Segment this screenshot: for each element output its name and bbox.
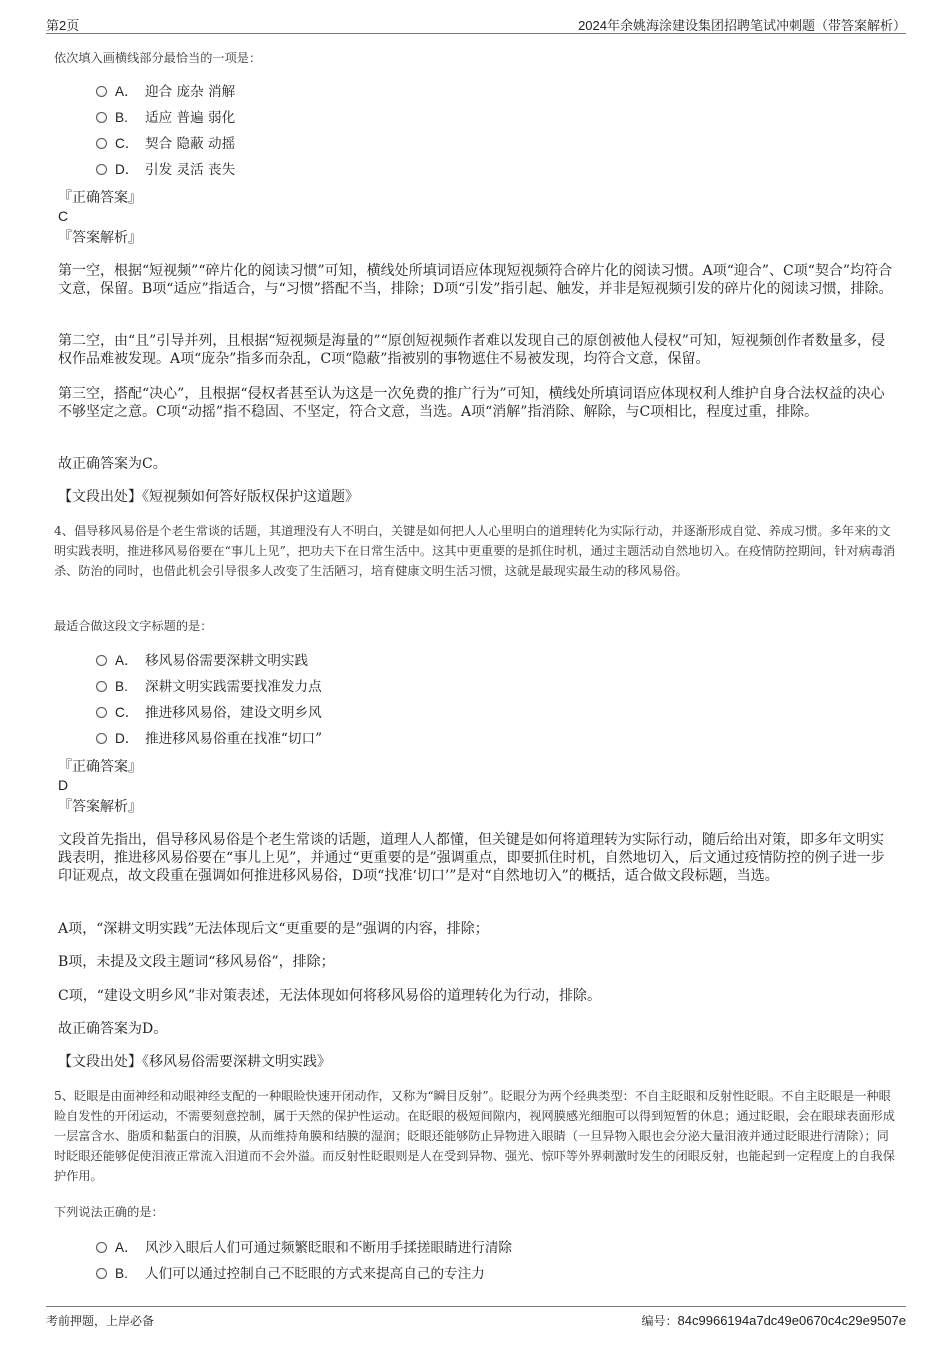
q4-analysis-paragraph: C项，“建设文明乡风”非对策表述，无法体现如何将移风易俗的道理转化为行动，排除。 <box>58 988 602 1004</box>
q4-analysis-paragraph: B项，未提及文段主题词“移风易俗”，排除； <box>58 954 335 970</box>
q4-option-a[interactable]: A． 移风易俗需要深耕文明实践 <box>96 651 308 671</box>
q4-analysis-paragraph: 文段首先指出，倡导移风易俗是个老生常谈的话题，道理人人都懂，但关键是如何将道理转为实际行动，随后给出对策，即多年文明实践表明，推进移风易俗要在“事儿上见”，并通过“更重要的是”强调重点，即要抓住时机，自然地切入，后文通过疫情防控的例子进一步印证观点，故文段重在强调如何推进移风易俗，D项“找准‘切口’”是对“自然地切入”的概括，适合做文段标题，当选。 <box>58 832 885 884</box>
page-header <box>46 14 906 34</box>
radio-icon[interactable] <box>96 138 107 149</box>
q4-option-d[interactable]: D． 推进移风易俗重在找准“切口” <box>96 729 322 749</box>
radio-icon[interactable] <box>96 112 107 123</box>
q4-answer-label: 『正确答案』 <box>58 759 142 775</box>
q4-option-b[interactable]: B. 深耕文明实践需要找准发力点 <box>96 677 322 697</box>
footer-slogan: 考前押题，上岸必备 <box>46 1314 155 1328</box>
q3-answer-label: 『正确答案』 <box>58 190 142 206</box>
q5-question: 下列说法正确的是： <box>54 1205 164 1219</box>
q3-analysis-label: 『答案解析』 <box>58 230 142 246</box>
radio-icon[interactable] <box>96 707 107 718</box>
q3-source: 【文段出处】《短视频如何答好版权保护这道题》 <box>58 489 359 505</box>
q4-answer: D <box>58 777 69 793</box>
q4-analysis-paragraph: A项，“深耕文明实践”无法体现后文“更重要的是”强调的内容，排除； <box>58 921 489 937</box>
q3-option-b[interactable]: B. 适应 普遍 弱化 <box>96 108 235 128</box>
document-title: 2024年余姚海涂建设集团招聘笔试冲刺题（带答案解析） <box>578 18 906 33</box>
q4-question: 最适合做这段文字标题的是： <box>54 619 213 633</box>
q4-conclusion: 故正确答案为D。 <box>58 1021 168 1037</box>
q5-stem: 5、眨眼是由面神经和动眼神经支配的一种眼睑快速开闭动作，又称为“瞬目反射”。眨眼分为两个经典类型：不自主眨眼和反射性眨眼。不自主眨眼是一种眼睑自发性的开闭运动，不需要刻意控制，属于天然的保护性运动。在眨眼的极短间隙内，视网膜感光细胞可以得到短暂的休息；通过眨眼，会在眼球表面形成一层富含水、脂质和黏蛋白的泪膜，从而维持角膜和结膜的湿润；眨眼还能够防止异物进入眼睛（一旦异物入眼也会分泌大量泪液并通过眨眼进行清除）；同时眨眼还能够促使泪液正常流入泪道而不会外溢。而反射性眨眼则是人在受到异物、强光、惊吓等外界刺激时发生的闭眼反射，也能起到一定程度上的自我保护作用。 <box>54 1089 895 1183</box>
radio-icon[interactable] <box>96 1242 107 1253</box>
radio-icon[interactable] <box>96 1268 107 1279</box>
radio-icon[interactable] <box>96 86 107 97</box>
page-number: 第2页 <box>46 18 80 33</box>
q4-source: 【文段出处】《移风易俗需要深耕文明实践》 <box>58 1054 331 1070</box>
radio-icon[interactable] <box>96 164 107 175</box>
q3-option-c[interactable]: C． 契合 隐蔽 动摇 <box>96 134 235 154</box>
q3-conclusion: 故正确答案为C。 <box>58 456 167 472</box>
q3-analysis-paragraph: 第二空，由“且”引导并列，且根据“短视频是海量的”“原创短视频作者难以发现自己的原创被他人侵权”可知，短视频创作者数量多，侵权作品难被发现。A项“庞杂”指多而杂乱，C项“隐蔽”指被别的事物遮住不易被发现，均符合文意，保留。 <box>58 333 885 367</box>
q3-option-d[interactable]: D． 引发 灵活 丧失 <box>96 160 235 180</box>
q3-option-a[interactable]: A． 迎合 庞杂 消解 <box>96 82 235 102</box>
q3-analysis-paragraph: 第一空，根据“短视频”“碎片化的阅读习惯”可知，横线处所填词语应体现短视频符合碎片化的阅读习惯。A项“迎合”、C项“契合”均符合文意，保留。B项“适应”指适合，与“习惯”搭配不当，排除；D项“引发”指引起、触发，并非是短视频引发的碎片化的阅读习惯，排除。 <box>58 263 893 297</box>
q4-stem: 4、倡导移风易俗是个老生常谈的话题，其道理没有人不明白，关键是如何把人人心里明白的道理转化为实际行动，并逐渐形成自觉、养成习惯。多年来的文明实践表明，推进移风易俗要在“事儿上见”，把功夫下在日常生活中。这其中更重要的是抓住时机，通过主题活动自然地切入。在疫情防控期间，针对病毒消杀、防治的同时，也借此机会引导很多人改变了生活陋习，培育健康文明生活习惯，这就是最现实最生动的移风易俗。 <box>54 524 896 578</box>
page-footer <box>46 1306 906 1327</box>
footer-code: 编号：84c9966194a7dc49e0670c4c29e9507e <box>641 1313 906 1328</box>
radio-icon[interactable] <box>96 655 107 666</box>
q5-option-b[interactable]: B. 人们可以通过控制自己不眨眼的方式来提高自己的专注力 <box>96 1264 485 1284</box>
q3-answer: C <box>58 208 69 224</box>
radio-icon[interactable] <box>96 681 107 692</box>
q4-analysis-label: 『答案解析』 <box>58 799 142 815</box>
q5-option-a[interactable]: A． 风沙入眼后人们可通过频繁眨眼和不断用手揉搓眼睛进行清除 <box>96 1238 512 1258</box>
q3-stem: 依次填入画横线部分最恰当的一项是： <box>54 51 262 65</box>
radio-icon[interactable] <box>96 733 107 744</box>
q3-analysis-paragraph: 第三空，搭配“决心”，且根据“侵权者甚至认为这是一次免费的推广行为”可知，横线处所填词语应体现权利人维护自身合法权益的决心不够坚定之意。C项“动摇”指不稳固、不坚定，符合文意，当选。A项“消解”指消除、解除，与C项相比，程度过重，排除。 <box>58 386 885 420</box>
q4-option-c[interactable]: C． 推进移风易俗，建设文明乡风 <box>96 703 322 723</box>
